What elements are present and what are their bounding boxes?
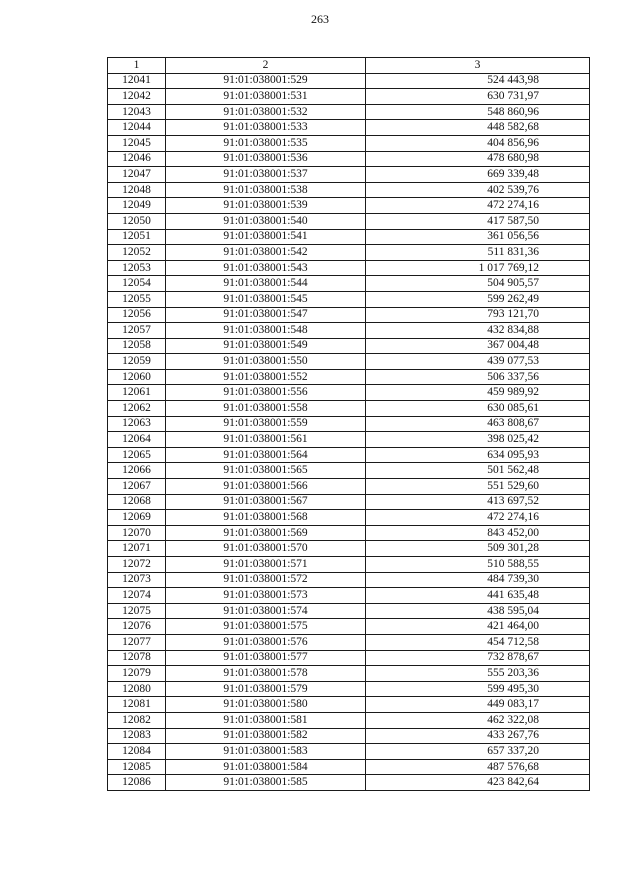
cadastral-value-cell: 506 337,56	[366, 369, 590, 385]
row-number-cell: 12075	[108, 603, 166, 619]
cadastral-number-cell: 91:01:038001:583	[166, 744, 366, 760]
cadastral-number-cell: 91:01:038001:556	[166, 385, 366, 401]
cadastral-value-cell: 438 595,04	[366, 603, 590, 619]
table-row	[108, 354, 590, 370]
table-row	[108, 120, 590, 136]
table-row	[108, 603, 590, 619]
table-row	[108, 666, 590, 682]
cadastral-number-cell: 91:01:038001:585	[166, 775, 366, 791]
cadastral-value-cell: 478 680,98	[366, 151, 590, 167]
table-row	[108, 650, 590, 666]
table-row	[108, 369, 590, 385]
row-number-cell: 12046	[108, 151, 166, 167]
cadastral-value-cell: 361 056,56	[366, 229, 590, 245]
cadastral-number-cell: 91:01:038001:550	[166, 354, 366, 370]
row-number-cell: 12071	[108, 541, 166, 557]
cadastral-value-cell: 630 085,61	[366, 401, 590, 417]
cadastral-number-cell: 91:01:038001:533	[166, 120, 366, 136]
table-row	[108, 198, 590, 214]
cadastral-value-cell: 1 017 769,12	[366, 260, 590, 276]
cadastral-value-cell: 404 856,96	[366, 135, 590, 151]
row-number-cell: 12044	[108, 120, 166, 136]
cadastral-value-cell: 509 301,28	[366, 541, 590, 557]
cadastral-number-cell: 91:01:038001:541	[166, 229, 366, 245]
cadastral-number-cell: 91:01:038001:569	[166, 525, 366, 541]
row-number-cell: 12067	[108, 479, 166, 495]
table-row	[108, 557, 590, 573]
cadastral-number-cell: 91:01:038001:567	[166, 494, 366, 510]
row-number-cell: 12045	[108, 135, 166, 151]
cadastral-number-cell: 91:01:038001:529	[166, 73, 366, 89]
row-number-cell: 12052	[108, 245, 166, 261]
row-number-cell: 12047	[108, 167, 166, 183]
table-row	[108, 541, 590, 557]
row-number-cell: 12043	[108, 104, 166, 120]
table-row	[108, 291, 590, 307]
row-number-cell: 12083	[108, 728, 166, 744]
cadastral-number-cell: 91:01:038001:565	[166, 463, 366, 479]
cadastral-value-cell: 413 697,52	[366, 494, 590, 510]
table-row	[108, 73, 590, 89]
table-row	[108, 712, 590, 728]
cadastral-value-cell: 551 529,60	[366, 479, 590, 495]
row-number-cell: 12085	[108, 759, 166, 775]
cadastral-value-cell: 472 274,16	[366, 198, 590, 214]
row-number-cell: 12055	[108, 291, 166, 307]
column-header-value: 3	[366, 58, 590, 74]
cadastral-value-cell: 448 582,68	[366, 120, 590, 136]
cadastral-number-cell: 91:01:038001:573	[166, 588, 366, 604]
cadastral-value-cell: 463 808,67	[366, 416, 590, 432]
cadastral-number-cell: 91:01:038001:574	[166, 603, 366, 619]
table-row	[108, 229, 590, 245]
cadastral-number-cell: 91:01:038001:538	[166, 182, 366, 198]
row-number-cell: 12051	[108, 229, 166, 245]
cadastral-value-cell: 555 203,36	[366, 666, 590, 682]
row-number-cell: 12056	[108, 307, 166, 323]
row-number-cell: 12086	[108, 775, 166, 791]
row-number-cell: 12041	[108, 73, 166, 89]
cadastral-number-cell: 91:01:038001:545	[166, 291, 366, 307]
cadastral-value-cell: 599 262,49	[366, 291, 590, 307]
row-number-cell: 12054	[108, 276, 166, 292]
cadastral-number-cell: 91:01:038001:575	[166, 619, 366, 635]
cadastral-value-cell: 398 025,42	[366, 432, 590, 448]
row-number-cell: 12076	[108, 619, 166, 635]
cadastral-value-cell: 511 831,36	[366, 245, 590, 261]
row-number-cell: 12066	[108, 463, 166, 479]
cadastral-number-cell: 91:01:038001:537	[166, 167, 366, 183]
table-row	[108, 447, 590, 463]
table-row	[108, 401, 590, 417]
row-number-cell: 12064	[108, 432, 166, 448]
row-number-cell: 12073	[108, 572, 166, 588]
row-number-cell: 12078	[108, 650, 166, 666]
row-number-cell: 12070	[108, 525, 166, 541]
row-number-cell: 12061	[108, 385, 166, 401]
table-row	[108, 385, 590, 401]
cadastral-number-cell: 91:01:038001:532	[166, 104, 366, 120]
cadastral-number-cell: 91:01:038001:539	[166, 198, 366, 214]
cadastral-number-cell: 91:01:038001:571	[166, 557, 366, 573]
table-row	[108, 260, 590, 276]
cadastral-value-cell: 449 083,17	[366, 697, 590, 713]
cadastral-value-cell: 501 562,48	[366, 463, 590, 479]
table-row	[108, 432, 590, 448]
cadastral-number-cell: 91:01:038001:536	[166, 151, 366, 167]
cadastral-number-cell: 91:01:038001:561	[166, 432, 366, 448]
cadastral-value-cell: 487 576,68	[366, 759, 590, 775]
table-row	[108, 744, 590, 760]
row-number-cell: 12062	[108, 401, 166, 417]
cadastral-number-cell: 91:01:038001:544	[166, 276, 366, 292]
row-number-cell: 12077	[108, 634, 166, 650]
cadastral-number-cell: 91:01:038001:566	[166, 479, 366, 495]
table-body	[108, 73, 590, 790]
cadastral-number-cell: 91:01:038001:580	[166, 697, 366, 713]
cadastral-value-cell: 634 095,93	[366, 447, 590, 463]
table-row	[108, 245, 590, 261]
row-number-cell: 12053	[108, 260, 166, 276]
table-row	[108, 572, 590, 588]
table-row	[108, 182, 590, 198]
row-number-cell: 12050	[108, 213, 166, 229]
column-header-number: 1	[108, 58, 166, 74]
table-row	[108, 213, 590, 229]
table-row	[108, 697, 590, 713]
cadastral-number-cell: 91:01:038001:552	[166, 369, 366, 385]
row-number-cell: 12058	[108, 338, 166, 354]
cadastral-number-cell: 91:01:038001:531	[166, 89, 366, 105]
table-row	[108, 525, 590, 541]
row-number-cell: 12081	[108, 697, 166, 713]
row-number-cell: 12065	[108, 447, 166, 463]
cadastral-number-cell: 91:01:038001:535	[166, 135, 366, 151]
cadastral-number-cell: 91:01:038001:559	[166, 416, 366, 432]
table-row	[108, 338, 590, 354]
cadastral-value-cell: 548 860,96	[366, 104, 590, 120]
cadastral-value-cell: 669 339,48	[366, 167, 590, 183]
cadastral-number-cell: 91:01:038001:540	[166, 213, 366, 229]
cadastral-value-cell: 459 989,92	[366, 385, 590, 401]
row-number-cell: 12068	[108, 494, 166, 510]
cadastral-value-cell: 421 464,00	[366, 619, 590, 635]
table-row	[108, 494, 590, 510]
table-row	[108, 619, 590, 635]
table-row	[108, 151, 590, 167]
table-row	[108, 588, 590, 604]
table-row	[108, 167, 590, 183]
cadastral-number-cell: 91:01:038001:581	[166, 712, 366, 728]
table-row	[108, 276, 590, 292]
row-number-cell: 12072	[108, 557, 166, 573]
row-number-cell: 12079	[108, 666, 166, 682]
table-row	[108, 728, 590, 744]
cadastral-value-cell: 472 274,16	[366, 510, 590, 526]
row-number-cell: 12049	[108, 198, 166, 214]
row-number-cell: 12059	[108, 354, 166, 370]
cadastral-value-cell: 732 878,67	[366, 650, 590, 666]
cadastral-value-cell: 433 267,76	[366, 728, 590, 744]
cadastral-number-cell: 91:01:038001:576	[166, 634, 366, 650]
cadastral-number-cell: 91:01:038001:579	[166, 681, 366, 697]
cadastral-value-cell: 793 121,70	[366, 307, 590, 323]
cadastral-value-cell: 504 905,57	[366, 276, 590, 292]
table-row	[108, 479, 590, 495]
cadastral-number-cell: 91:01:038001:547	[166, 307, 366, 323]
cadastral-value-cell: 432 834,88	[366, 323, 590, 339]
row-number-cell: 12048	[108, 182, 166, 198]
page-number: 263	[311, 12, 329, 26]
cadastral-value-cell: 510 588,55	[366, 557, 590, 573]
row-number-cell: 12063	[108, 416, 166, 432]
cadastral-number-cell: 91:01:038001:572	[166, 572, 366, 588]
table-row	[108, 323, 590, 339]
cadastral-number-cell: 91:01:038001:582	[166, 728, 366, 744]
table-row	[108, 135, 590, 151]
table-row	[108, 634, 590, 650]
table-row	[108, 759, 590, 775]
cadastral-value-cell: 843 452,00	[366, 525, 590, 541]
cadastral-value-cell: 402 539,76	[366, 182, 590, 198]
row-number-cell: 12042	[108, 89, 166, 105]
row-number-cell: 12057	[108, 323, 166, 339]
cadastral-value-cell: 657 337,20	[366, 744, 590, 760]
cadastral-value-cell: 630 731,97	[366, 89, 590, 105]
table-row	[108, 681, 590, 697]
row-number-cell: 12080	[108, 681, 166, 697]
cadastral-number-cell: 91:01:038001:570	[166, 541, 366, 557]
cadastral-value-cell: 454 712,58	[366, 634, 590, 650]
cadastral-value-cell: 417 587,50	[366, 213, 590, 229]
cadastral-value-cell: 441 635,48	[366, 588, 590, 604]
row-number-cell: 12060	[108, 369, 166, 385]
row-number-cell: 12084	[108, 744, 166, 760]
cadastral-number-cell: 91:01:038001:558	[166, 401, 366, 417]
table-row	[108, 510, 590, 526]
cadastral-number-cell: 91:01:038001:548	[166, 323, 366, 339]
cadastral-value-cell: 462 322,08	[366, 712, 590, 728]
cadastral-value-cell: 439 077,53	[366, 354, 590, 370]
table-row	[108, 416, 590, 432]
cadastral-number-cell: 91:01:038001:577	[166, 650, 366, 666]
cadastral-number-cell: 91:01:038001:564	[166, 447, 366, 463]
table-row	[108, 104, 590, 120]
table-row	[108, 307, 590, 323]
cadastral-number-cell: 91:01:038001:549	[166, 338, 366, 354]
column-header-cadastral-number: 2	[166, 58, 366, 74]
row-number-cell: 12074	[108, 588, 166, 604]
cadastral-value-cell: 367 004,48	[366, 338, 590, 354]
row-number-cell: 12069	[108, 510, 166, 526]
cadastral-value-cell: 524 443,98	[366, 73, 590, 89]
cadastral-value-table	[107, 57, 590, 791]
cadastral-number-cell: 91:01:038001:542	[166, 245, 366, 261]
cadastral-number-cell: 91:01:038001:578	[166, 666, 366, 682]
cadastral-value-cell: 599 495,30	[366, 681, 590, 697]
table-row	[108, 463, 590, 479]
table-row	[108, 89, 590, 105]
cadastral-number-cell: 91:01:038001:543	[166, 260, 366, 276]
row-number-cell: 12082	[108, 712, 166, 728]
cadastral-number-cell: 91:01:038001:568	[166, 510, 366, 526]
cadastral-number-cell: 91:01:038001:584	[166, 759, 366, 775]
table-row	[108, 775, 590, 791]
cadastral-value-cell: 423 842,64	[366, 775, 590, 791]
table-header-row	[108, 58, 590, 74]
cadastral-value-cell: 484 739,30	[366, 572, 590, 588]
